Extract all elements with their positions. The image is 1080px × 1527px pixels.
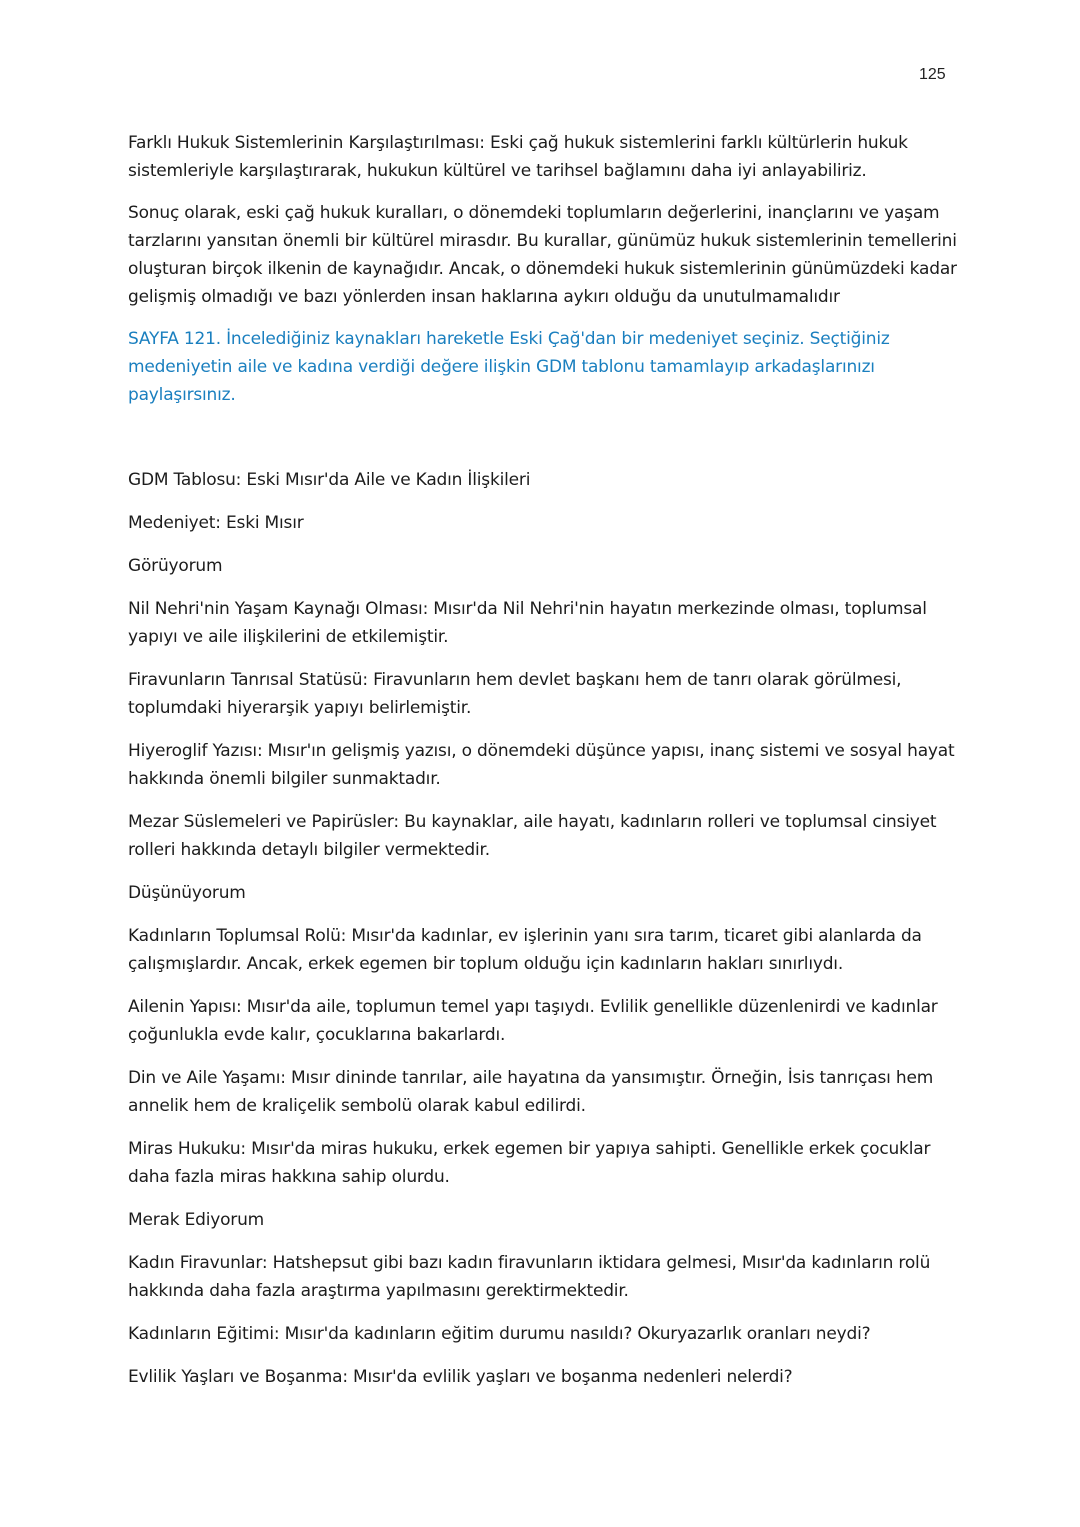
- paragraph-religion-family: Din ve Aile Yaşamı: Mısır dininde tanrılar, aile hayatına da yansımıştır. Örneğin, İsis tanrıçası hem annelik hem de kraliçelik sembolü olarak kabul edilirdi.: [128, 1068, 934, 1116]
- section-heading-goruyorum: Görüyorum: [128, 556, 223, 576]
- paragraph-hieroglyph: Hiyeroglif Yazısı: Mısır'ın gelişmiş yazısı, o dönemdeki düşünce yapısı, inanç sistemi ve sosyal hayat hakkında önemli bilgiler sunmaktadır.: [128, 741, 955, 789]
- paragraph-womens-education: Kadınların Eğitimi: Mısır'da kadınların eğitim durumu nasıldı? Okuryazarlık oranları neydi?: [128, 1324, 871, 1344]
- paragraph-pharaohs: Firavunların Tanrısal Statüsü: Firavunların hem devlet başkanı hem de tanrı olarak görülmesi, toplumdaki hiyerarşik yapıyı belirlemiştir.: [128, 670, 902, 718]
- civilization-label: Medeniyet: Eski Mısır: [128, 513, 304, 533]
- paragraph-nile: Nil Nehri'nin Yaşam Kaynağı Olması: Mısır'da Nil Nehri'nin hayatın merkezinde olması, toplumsal yapıyı ve aile ilişkilerini de etkilemiştir.: [128, 599, 927, 647]
- section-heading-merak-ediyorum: Merak Ediyorum: [128, 1210, 265, 1230]
- paragraph-womens-role: Kadınların Toplumsal Rolü: Mısır'da kadınlar, ev işlerinin yanı sıra tarım, ticaret gibi alanlarda da çalışmışlardır. Ancak, erkek egemen bir toplum olduğu için kadınların hakları sınırlıydı.: [128, 926, 922, 974]
- paragraph-tomb-decorations: Mezar Süslemeleri ve Papirüsler: Bu kaynaklar, aile hayatı, kadınların rolleri ve toplumsal cinsiyet rolleri hakkında detaylı bilgiler vermektedir.: [128, 812, 937, 860]
- table-title: GDM Tablosu: Eski Mısır'da Aile ve Kadın İlişkileri: [128, 470, 531, 490]
- paragraph-legal-comparison: Farklı Hukuk Sistemlerinin Karşılaştırılması: Eski çağ hukuk sistemlerini farklı kültürlerin hukuk sistemleriyle karşılaştırarak, hukukun kültürel ve tarihsel bağlamını daha iyi anlayabiliriz.: [128, 133, 908, 181]
- paragraph-inheritance: Miras Hukuku: Mısır'da miras hukuku, erkek egemen bir yapıya sahipti. Genellikle erkek çocuklar daha fazla miras hakkına sahip olurdu.: [128, 1139, 931, 1187]
- document-body: [128, 129, 958, 1391]
- section-heading-dusunuyorum: Düşünüyorum: [128, 883, 246, 903]
- paragraph-family-structure: Ailenin Yapısı: Mısır'da aile, toplumun temel yapı taşıydı. Evlilik genellikle düzenlenirdi ve kadınlar çoğunlukla evde kalır, çocuklarına bakarlardı.: [128, 997, 938, 1045]
- paragraph-marriage-divorce: Evlilik Yaşları ve Boşanma: Mısır'da evlilik yaşları ve boşanma nedenleri nelerdi?: [128, 1367, 793, 1387]
- paragraph-conclusion: Sonuç olarak, eski çağ hukuk kuralları, o dönemdeki toplumların değerlerini, inançlarını ve yaşam tarzlarını yansıtan önemli bir kültürel mirasdır. Bu kurallar, günümüz hukuk sistemlerinin temellerini oluşturan birçok ilkenin de kaynağıdır. Ancak, o dönemdeki hukuk sistemlerinin günümüzdeki kadar gelişmiş olmadığı ve bazı yönlerden insan haklarına aykırı olduğu da unutulmamalıdır: [128, 203, 957, 307]
- assignment-prompt: SAYFA 121. İncelediğiniz kaynakları hareketle Eski Çağ'dan bir medeniyet seçiniz. Seçtiğiniz medeniyetin aile ve kadına verdiği değere ilişkin GDM tablonu tamamlayıp arkadaşlarınızı paylaşırsınız.: [128, 329, 890, 405]
- paragraph-female-pharaohs: Kadın Firavunlar: Hatshepsut gibi bazı kadın firavunların iktidara gelmesi, Mısır'da kadınların rolü hakkında daha fazla araştırma yapılmasını gerektirmektedir.: [128, 1253, 931, 1301]
- page-number: 125: [919, 66, 946, 83]
